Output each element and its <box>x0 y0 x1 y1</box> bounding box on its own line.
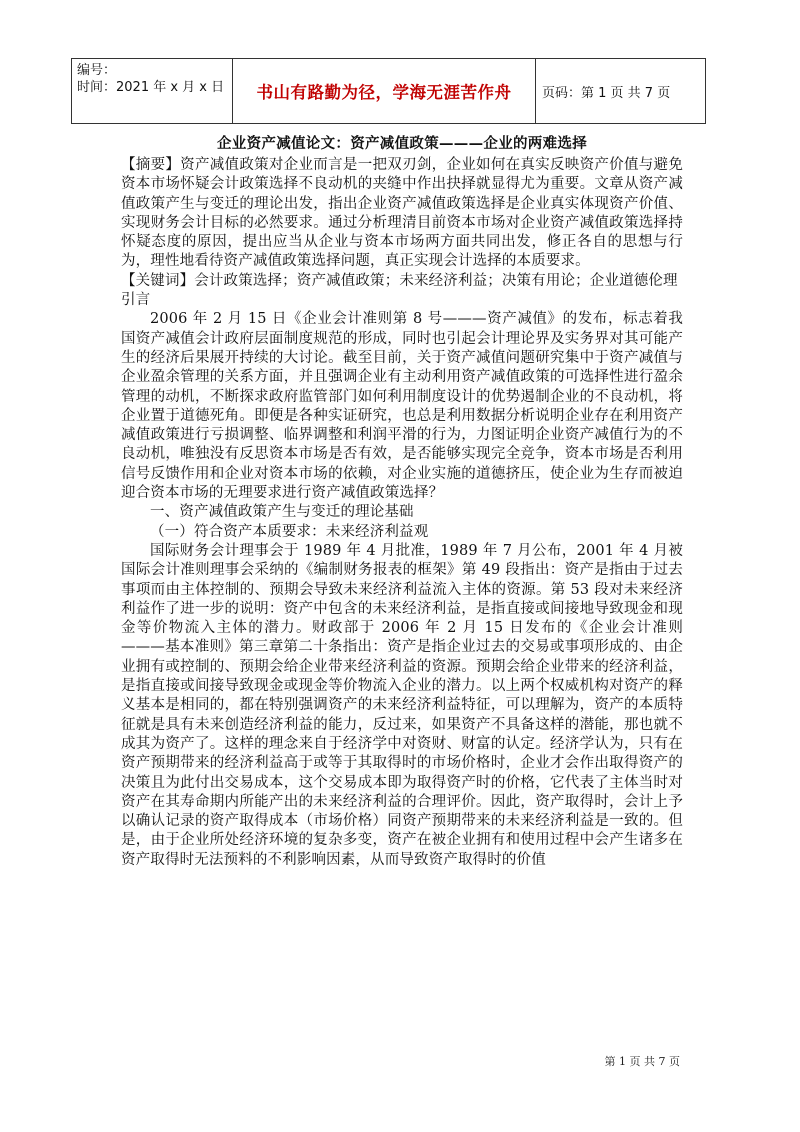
header-table <box>71 58 706 124</box>
keywords-paragraph: 【关键词】会计政策选择；资产减值政策；未来经济利益；决策有用论；企业道德伦理 <box>121 272 678 289</box>
subsection-heading: （一）符合资产本质要求：未来经济利益观 <box>150 523 429 540</box>
page-footer: 第 1 页 共 7 页 <box>604 1055 680 1068</box>
abstract-paragraph: 【摘要】资产减值政策对企业而言是一把双刃剑，企业如何在真实反映资产价值与避免资本市场怀疑会计政策选择不良动机的夹缝中作出抉择就显得尤为重要。文章从资产减值政策产生与变迁的理论出发，指出企业资产减值政策选择是企业真实体现资产价值、实现财务会计目标的必然要求。通过分析理清目前资本市场对企业资产减值政策选择持怀疑态度的原因，提出应当从企业与资本市场两方面共同出发，修正各自的思想与行为，理性地看待资产减值政策选择问题，真正实现会计选择的本质要求。 <box>121 157 683 270</box>
section-heading: 一、资产减值政策产生与变迁的理论基础 <box>150 504 414 521</box>
document-body <box>121 134 683 870</box>
intro-heading: 引言 <box>121 292 151 309</box>
document-title: 企业资产减值论文：资产减值政策———企业的两难选择 <box>217 135 587 152</box>
document-date-label: 时间：2021 年 x 月 x 日 <box>77 80 225 95</box>
header-page-info: 页码：第 1 页 共 7 页 <box>542 85 671 101</box>
document-number-label: 编号： <box>77 63 117 78</box>
header-motto: 书山有路勤为径，学海无涯苦作舟 <box>233 59 536 123</box>
header-meta-cell <box>72 59 233 123</box>
body-paragraph: 国际财务会计理事会于 1989 年 4 月批准，1989 年 7 月公布，2001 年 4 月被国际会计准则理事会采纳的《编制财务报表的框架》第 49 段指出：资产是指由于过去事项而由主体控制的、预期会导致未来经济利益流入主体的资源。第 53 段对未来经济利益作了进一步的说明：资产中包含的未来经济利益，是指直接或间接地导致现金和现金等价物流入主体的潜力。财政部于 2006 年 2 月 15 日发布的《企业会计准则———基本准则》第三章第二十条指出：资产是指企业过去的交易或事项形成的、由企业拥有或控制的、预期会给企业带来经济利益的资源。预期会给企业带来的经济利益，是指直接或间接导致现金或现金等价物流入企业的潜力。以上两个权威机构对资产的释义基本是相同的，都在特别强调资产的未来经济利益特征，可以理解为，资产的本质特征就是具有未来创造经济利益的能力，反过来，如果资产不具备这样的潜能，那也就不成其为资产了。这样的理念来自于经济学中对资财、财富的认定。经济学认为，只有在资产预期带来的经济利益高于或等于其取得时的市场价格时，企业才会作出取得资产的决策且为此付出交易成本，这个交易成本即为取得资产时的价格，它代表了主体当时对资产在其寿命期内所能产出的未来经济利益的合理评价。因此，资产取得时，会计上予以确认记录的资产取得成本（市场价格）同资产预期带来的未来经济利益是一致的。但是，由于企业所处经济环境的复杂多变，资产在被企业拥有和使用过程中会产生诸多在资产取得时无法预料的不利影响因素，从而导致资产取得时的价值 <box>121 542 683 868</box>
intro-paragraph: 2006 年 2 月 15 日《企业会计准则第 8 号———资产减值》的发布，标志着我国资产减值会计政府层面制度规范的形成，同时也引起会计理论界及实务界对其可能产生的经济后果展开持续的大讨论。截至目前，关于资产减值问题研究集中于资产减值与企业盈余管理的关系方面，并且强调企业有主动利用资产减值政策的可选择性进行盈余管理的动机，不断探求政府监管部门如何利用制度设计的优势遏制企业的不良动机，将企业置于道德死角。即便是各种实证研究，也总是利用数据分析说明企业存在利用资产减值政策进行亏损调整、临界调整和利润平滑的行为，力图证明企业资产减值行为的不良动机，唯独没有反思资本市场是否有效，是否能够实现完全竞争，资本市场是否利用信号反馈作用和企业对资本市场的依赖，对企业实施的道德挤压，使企业为生存而被迫迎合资本市场的无理要求进行资产减值政策选择？ <box>121 311 683 502</box>
